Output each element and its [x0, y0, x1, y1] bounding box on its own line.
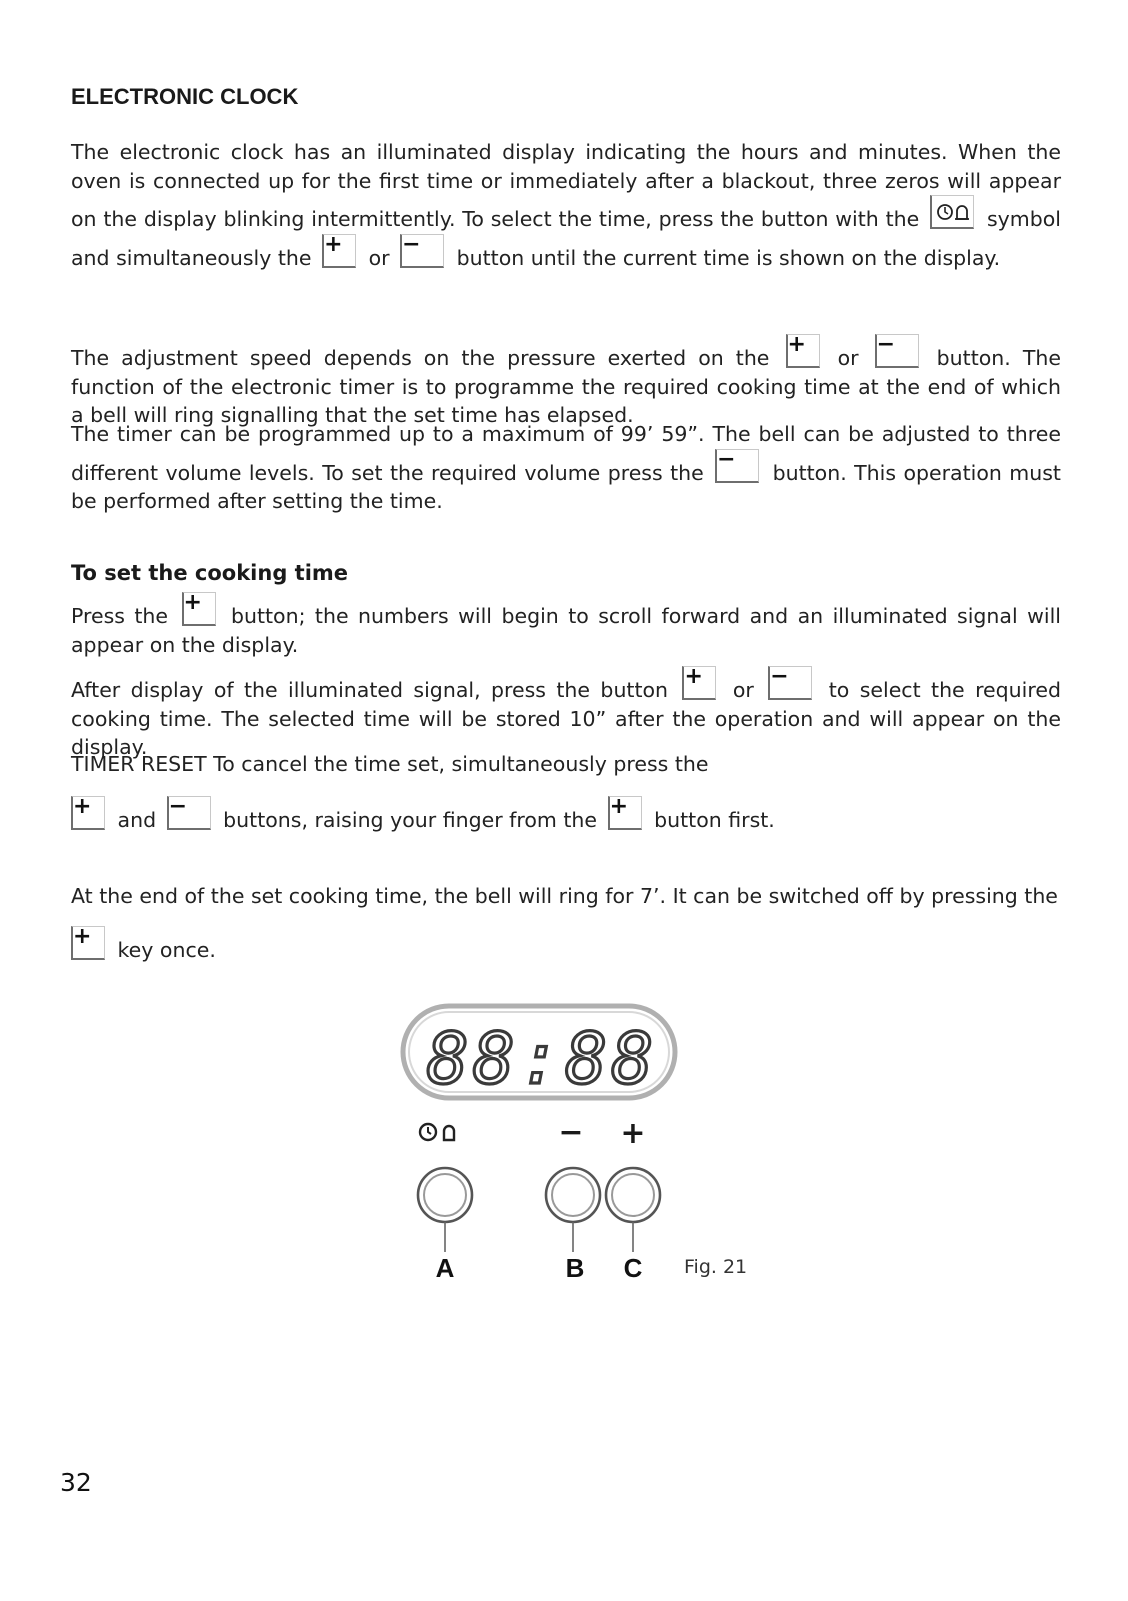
plus-button-icon: + [71, 796, 105, 830]
paragraph-timer-reset-buttons [71, 796, 1061, 835]
paragraph-press-plus [71, 592, 1061, 659]
plus-button-icon: + [786, 334, 820, 368]
clock-bell-icon [930, 195, 974, 229]
label-c: C [623, 1253, 643, 1283]
text: button until the current time is shown on the display. [456, 245, 1001, 270]
minus-button-icon: − [715, 449, 759, 483]
paragraph-bell-key [71, 926, 1061, 965]
text: The electronic clock has an illuminated display indicating the hours and minutes. When the oven is connected up for the first time or immediately after a blackout, three zeros will appear on the display blinking intermittently. To select the time, press the button with the [71, 140, 1061, 231]
label-b: B [565, 1253, 585, 1283]
minus-symbol: − [558, 1115, 584, 1150]
plus-button-icon: + [71, 926, 105, 960]
paragraph-clock-intro [71, 138, 1061, 272]
text: button; the numbers will begin to scroll forward and an illuminated signal will appear on the display. [71, 604, 1061, 657]
paragraph-bell-end [71, 882, 1061, 911]
text: The timer can be programmed up to a maximum of 99’ 59”. The bell can be adjusted to three different volume levels. To set the required volume press the [71, 422, 1061, 485]
figure-caption: Fig. 21 [684, 1256, 748, 1278]
text: or [837, 346, 859, 370]
knob-a [418, 1168, 472, 1222]
plus-symbol: + [620, 1116, 646, 1151]
text: buttons, raising your finger from the [223, 808, 598, 832]
text: to select the required cooking time. The selected time will be stored 10” after the operation and will appear on the display. [71, 678, 1061, 759]
text: button first. [654, 808, 775, 832]
text: or [368, 245, 390, 270]
knob-b [546, 1168, 600, 1222]
minus-button-icon: − [768, 666, 812, 700]
paragraph-timer-volume [71, 420, 1061, 516]
knob-c [606, 1168, 660, 1222]
paragraph-timer-reset [71, 750, 771, 779]
subheading-cooking-time: To set the cooking time [71, 561, 349, 585]
label-a: A [435, 1253, 455, 1283]
section-heading: ELECTRONIC CLOCK [71, 84, 299, 109]
paragraph-adjustment-speed [71, 334, 1061, 430]
plus-button-icon: + [322, 234, 356, 268]
page-number: 32 [60, 1468, 92, 1497]
text: key once. [117, 938, 216, 962]
text: and [117, 808, 157, 832]
clock-bell-symbol [420, 1124, 454, 1140]
minus-button-icon: − [167, 796, 211, 830]
plus-button-icon: + [608, 796, 642, 830]
minus-button-icon: − [400, 234, 444, 268]
paragraph-select-time [71, 666, 1061, 762]
text: The adjustment speed depends on the pressure exerted on the [71, 346, 770, 370]
plus-button-icon: + [682, 666, 716, 700]
text: button. This operation must be performed after setting the time. [71, 460, 1061, 513]
text: Press the [71, 604, 169, 628]
plus-button-icon: + [182, 592, 216, 626]
minus-button-icon: − [875, 334, 919, 368]
text: symbol and simultaneously the [71, 207, 1061, 270]
figure-clock-panel [400, 1000, 690, 1290]
display-digits: 88:88 [426, 1018, 658, 1100]
text: After display of the illuminated signal, press the button [71, 678, 669, 702]
text: TIMER RESET To cancel the time set, simultaneously press the [71, 752, 709, 776]
text: or [732, 678, 754, 702]
text: At the end of the set cooking time, the bell will ring for 7’. It can be switched off by pressing the [71, 884, 1058, 908]
text: button. The function of the electronic timer is to programme the required cooking time at the end of which a bell will ring signalling that the set time has elapsed. [71, 346, 1061, 427]
